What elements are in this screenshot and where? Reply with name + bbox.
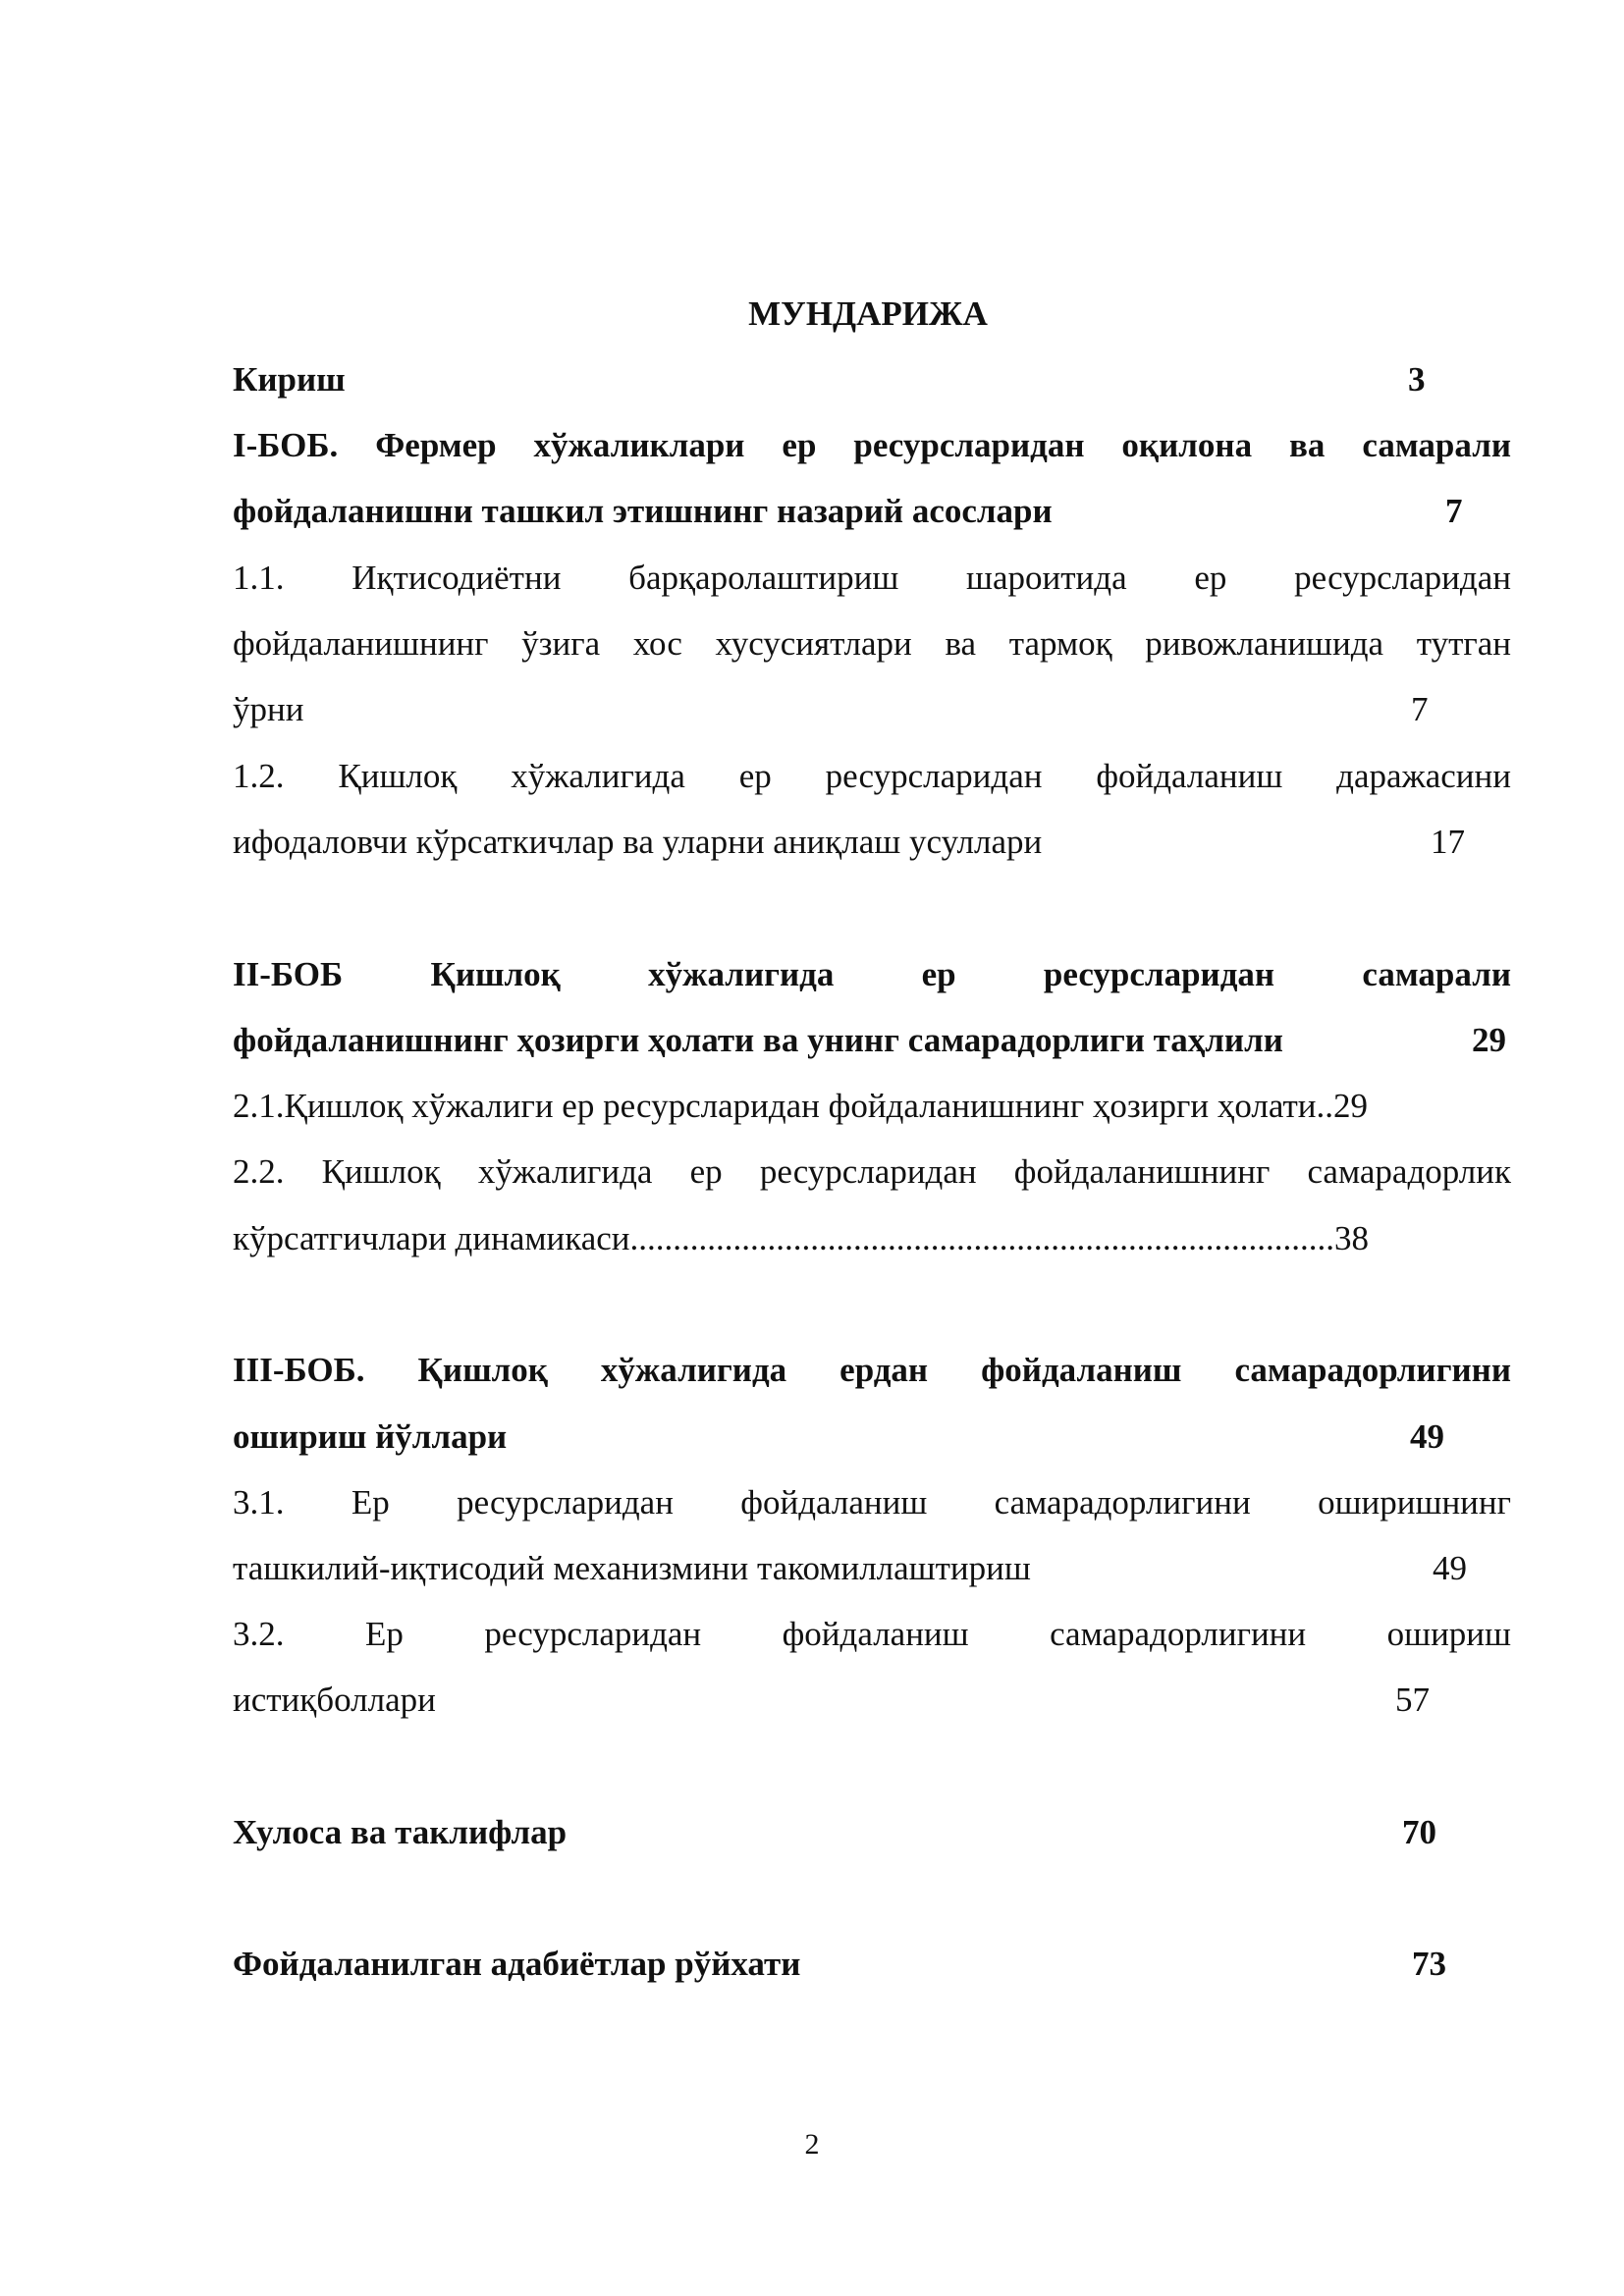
toc-chapter-3-line-1: III-БОБ. Қишлоқ хўжалигида ердан фойдаланиш самарадорлигини [233,1351,1511,1389]
toc-section-1-1-line-2: фойдаланишнинг ўзига хос хусусиятлари ва тармоқ ривожланишида тутган [233,624,1511,663]
toc-page-number: 17 [1431,823,1465,861]
toc-page-number: 29 [1472,1021,1506,1059]
toc-section-1-2-line-1: 1.2. Қишлоқ хўжалигида ер ресурсларидан фойдаланиш даражасини [233,757,1511,795]
toc-entry-text: фойдаланишнинг ҳозирги ҳолати ва унинг самарадорлиги таҳлили [233,1021,1283,1059]
toc-page-number: 73 [1412,1945,1446,1983]
toc-entry-conclusion [233,1803,1511,1862]
toc-page-number: 3 [1408,360,1426,399]
toc-entry-text: истиқболлари [233,1681,436,1719]
toc-chapter-2-line-2 [233,1011,1511,1070]
toc-section-3-1-line-1: 3.1. Ер ресурсларидан фойдаланиш самарадорлигини оширишнинг [233,1483,1511,1522]
toc-chapter-3-line-2 [233,1408,1511,1467]
toc-section-1-1-line-1: 1.1. Иқтисодиётни барқаролаштириш шароитида ер ресурсларидан [233,559,1511,597]
toc-entry-text: Фойдаланилган адабиётлар рўйхати [233,1945,801,1983]
toc-entry-text: ўрни [233,690,304,728]
footer-page-number: 2 [804,2128,820,2161]
toc-entry-references [233,1935,1511,1994]
toc-entry-text: Кириш [233,360,346,399]
toc-chapter-2-line-1: II-БОБ Қишлоқ хўжалигида ер ресурсларидан самарали [233,955,1511,993]
toc-chapter-1-line-2 [233,482,1511,541]
toc-section-2-1: 2.1.Қишлоқ хўжалиги ер ресурсларидан фойдаланишнинг ҳозирги ҳолати..29 [233,1087,1368,1125]
toc-section-1-2-line-2 [233,813,1511,872]
toc-chapter-1-line-1: I-БОБ. Фермер хўжаликлари ер ресурсларидан оқилона ва самарали [233,426,1511,464]
page-title: МУНДАРИЖА [748,294,988,333]
toc-entry-text: ташкилий-иқтисодий механизмини такомиллаштириш [233,1549,1031,1587]
toc-entry-introduction [233,350,1511,409]
toc-page-number: 70 [1402,1813,1436,1851]
toc-entry-text: ифодаловчи кўрсаткичлар ва уларни аниқлаш усуллари [233,823,1043,861]
toc-section-1-1-line-3 [233,680,1511,739]
toc-page-number: 7 [1411,690,1429,728]
toc-section-2-2-line-1: 2.2. Қишлоқ хўжалигида ер ресурсларидан фойдаланишнинг самарадорлик [233,1152,1511,1191]
toc-section-3-2-line-1: 3.2. Ер ресурсларидан фойдаланиш самарадорлигини ошириш [233,1615,1511,1653]
toc-page-number: 7 [1445,492,1463,530]
toc-entry-text: фойдаланишни ташкил этишнинг назарий асослари [233,492,1053,530]
toc-entry-text: Хулоса ва таклифлар [233,1813,568,1851]
toc-page-number: 49 [1410,1417,1444,1456]
toc-section-3-2-line-2 [233,1671,1511,1730]
toc-page-number: 49 [1433,1549,1467,1587]
toc-page-number: 57 [1395,1681,1430,1719]
toc-section-3-1-line-2 [233,1539,1511,1598]
toc-section-2-2-line-2: кўрсатгичлари динамикаси..................................................................................38 [233,1219,1370,1257]
toc-entry-text: ошириш йўллари [233,1417,508,1456]
